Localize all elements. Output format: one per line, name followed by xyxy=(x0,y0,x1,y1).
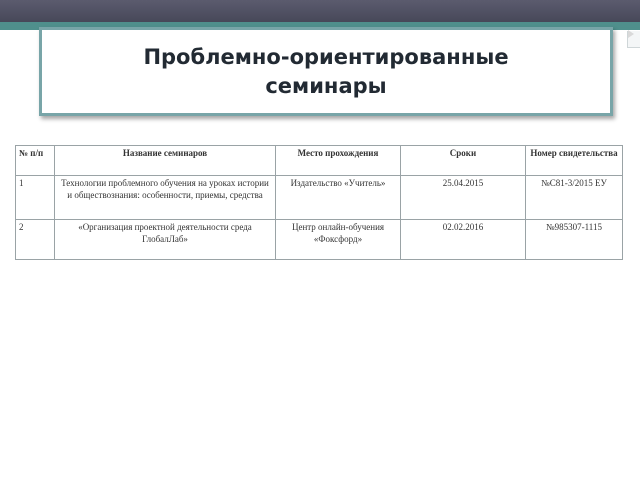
cell-name: «Организация проектной деятельности среда ГлобалЛаб» xyxy=(55,220,276,260)
cell-date: 25.04.2015 xyxy=(401,176,526,220)
cell-num: 2 xyxy=(16,220,55,260)
header-num: № п/п xyxy=(16,146,55,176)
table-row xyxy=(16,220,623,260)
cell-name: Технологии проблемного обучения на уроках истории и обществознания: особенности, приемы, средства xyxy=(55,176,276,220)
title-box xyxy=(39,27,613,116)
next-arrow-icon[interactable] xyxy=(628,30,634,38)
cell-cert: №985307-1115 xyxy=(526,220,623,260)
cell-num: 1 xyxy=(16,176,55,220)
top-bar xyxy=(0,0,640,22)
table-row xyxy=(16,176,623,220)
cell-place: Издательство «Учитель» xyxy=(276,176,401,220)
cell-place: Центр онлайн-обучения «Фоксфорд» xyxy=(276,220,401,260)
cell-date: 02.02.2016 xyxy=(401,220,526,260)
header-cert: Номер свидетельства xyxy=(526,146,623,176)
header-date: Сроки xyxy=(401,146,526,176)
header-name: Название семинаров xyxy=(55,146,276,176)
cell-cert: №С81-3/2015 ЕУ xyxy=(526,176,623,220)
seminars-table xyxy=(15,145,623,260)
slide-title: Проблемно-ориентированные семинары xyxy=(143,44,509,98)
table-header-row xyxy=(16,146,623,176)
header-place: Место прохождения xyxy=(276,146,401,176)
